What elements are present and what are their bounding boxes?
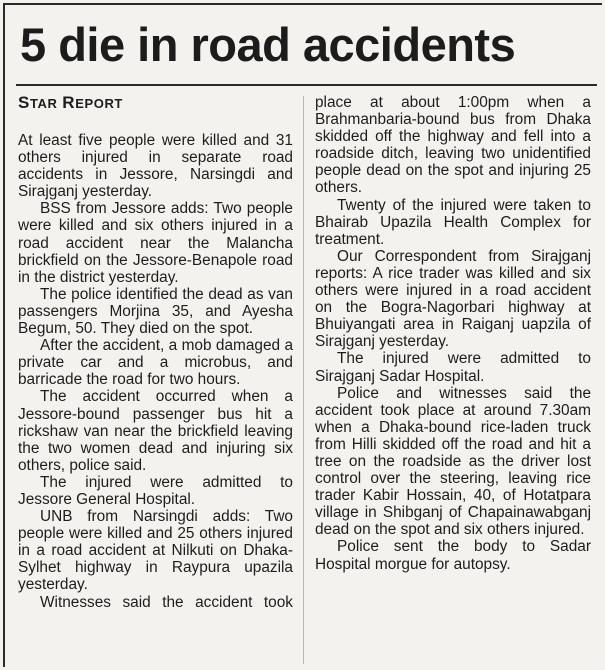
paragraph: The injured were admitted to Jessore General Hospital. bbox=[18, 473, 293, 508]
paragraph: At least five people were killed and 31 others injured in separate road accidents in Jessore, Narsingdi and Sirajganj yesterday. bbox=[18, 132, 293, 201]
paragraph: Twenty of the injured were taken to Bhairab Upazila Health Complex for treatment. bbox=[315, 196, 591, 248]
left-column bbox=[18, 94, 293, 611]
byline-rest-1: TAR bbox=[29, 96, 58, 111]
paragraph: place at about 1:00pm when a Brahmanbaria-bound bus from Dhaka skidded off the highway and fell into a roadside ditch, leaving two unidentified people dead on the spot and injuring 25 others. bbox=[315, 94, 591, 197]
paragraph: Our Correspondent from Sirajganj reports: A rice trader was killed and six others were injured in a road accident on the Bogra-Nagorbari highway at Bhuiyangati area in Raiganj uapzila of Sirajganj yesterday. bbox=[315, 247, 591, 351]
paragraph-continued: Witnesses said the accident took bbox=[40, 593, 293, 611]
right-column bbox=[315, 94, 591, 573]
paragraph: Police and witnesses said the accident took place at around 7.30am when a Dhaka-bound rice-laden truck from Hilli skidded off the road and hit a tree on the roadside as the driver lost control over the steering, leaving rice trader Kabir Hossain, 40, of Hotatpara village in Shibganj of Chapainawabganj dead on the spot and six others injured. bbox=[315, 384, 591, 539]
paragraph: The police identified the dead as van passengers Morjina 35, and Ayesha Begum, 50. They died on the spot. bbox=[18, 285, 293, 338]
headline-rule bbox=[16, 84, 597, 86]
paragraph: Police sent the body to Sadar Hospital morgue for autopsy. bbox=[315, 538, 591, 573]
paragraph: After the accident, a mob damaged a private car and a microbus, and barricade the road for two hours. bbox=[18, 337, 293, 389]
byline bbox=[18, 94, 293, 112]
column-divider bbox=[303, 96, 304, 664]
paragraph: The accident occurred when a Jessore-bound passenger bus hit a rickshaw van near the brickfield leaving the two women dead and injuring six others, police said. bbox=[18, 388, 293, 474]
byline-rest-2: EPORT bbox=[75, 96, 123, 111]
paragraph: The injured were admitted to Sirajganj Sadar Hospital. bbox=[315, 350, 591, 385]
paragraph: UNB from Narsingdi adds: Two people were killed and 25 others injured in a road accident at Nilkuti on Dhaka-Sylhet highway in Raypura upazila yesterday. bbox=[18, 508, 293, 594]
byline-initial-1: S bbox=[18, 93, 30, 112]
paragraph: BSS from Jessore adds: Two people were killed and six others injured in a road accident near the Malancha brickfield on the Jessore-Benapole road in the district yesterday. bbox=[18, 200, 293, 286]
byline-initial-2: R bbox=[62, 93, 76, 112]
headline: 5 die in road accidents bbox=[20, 18, 516, 71]
